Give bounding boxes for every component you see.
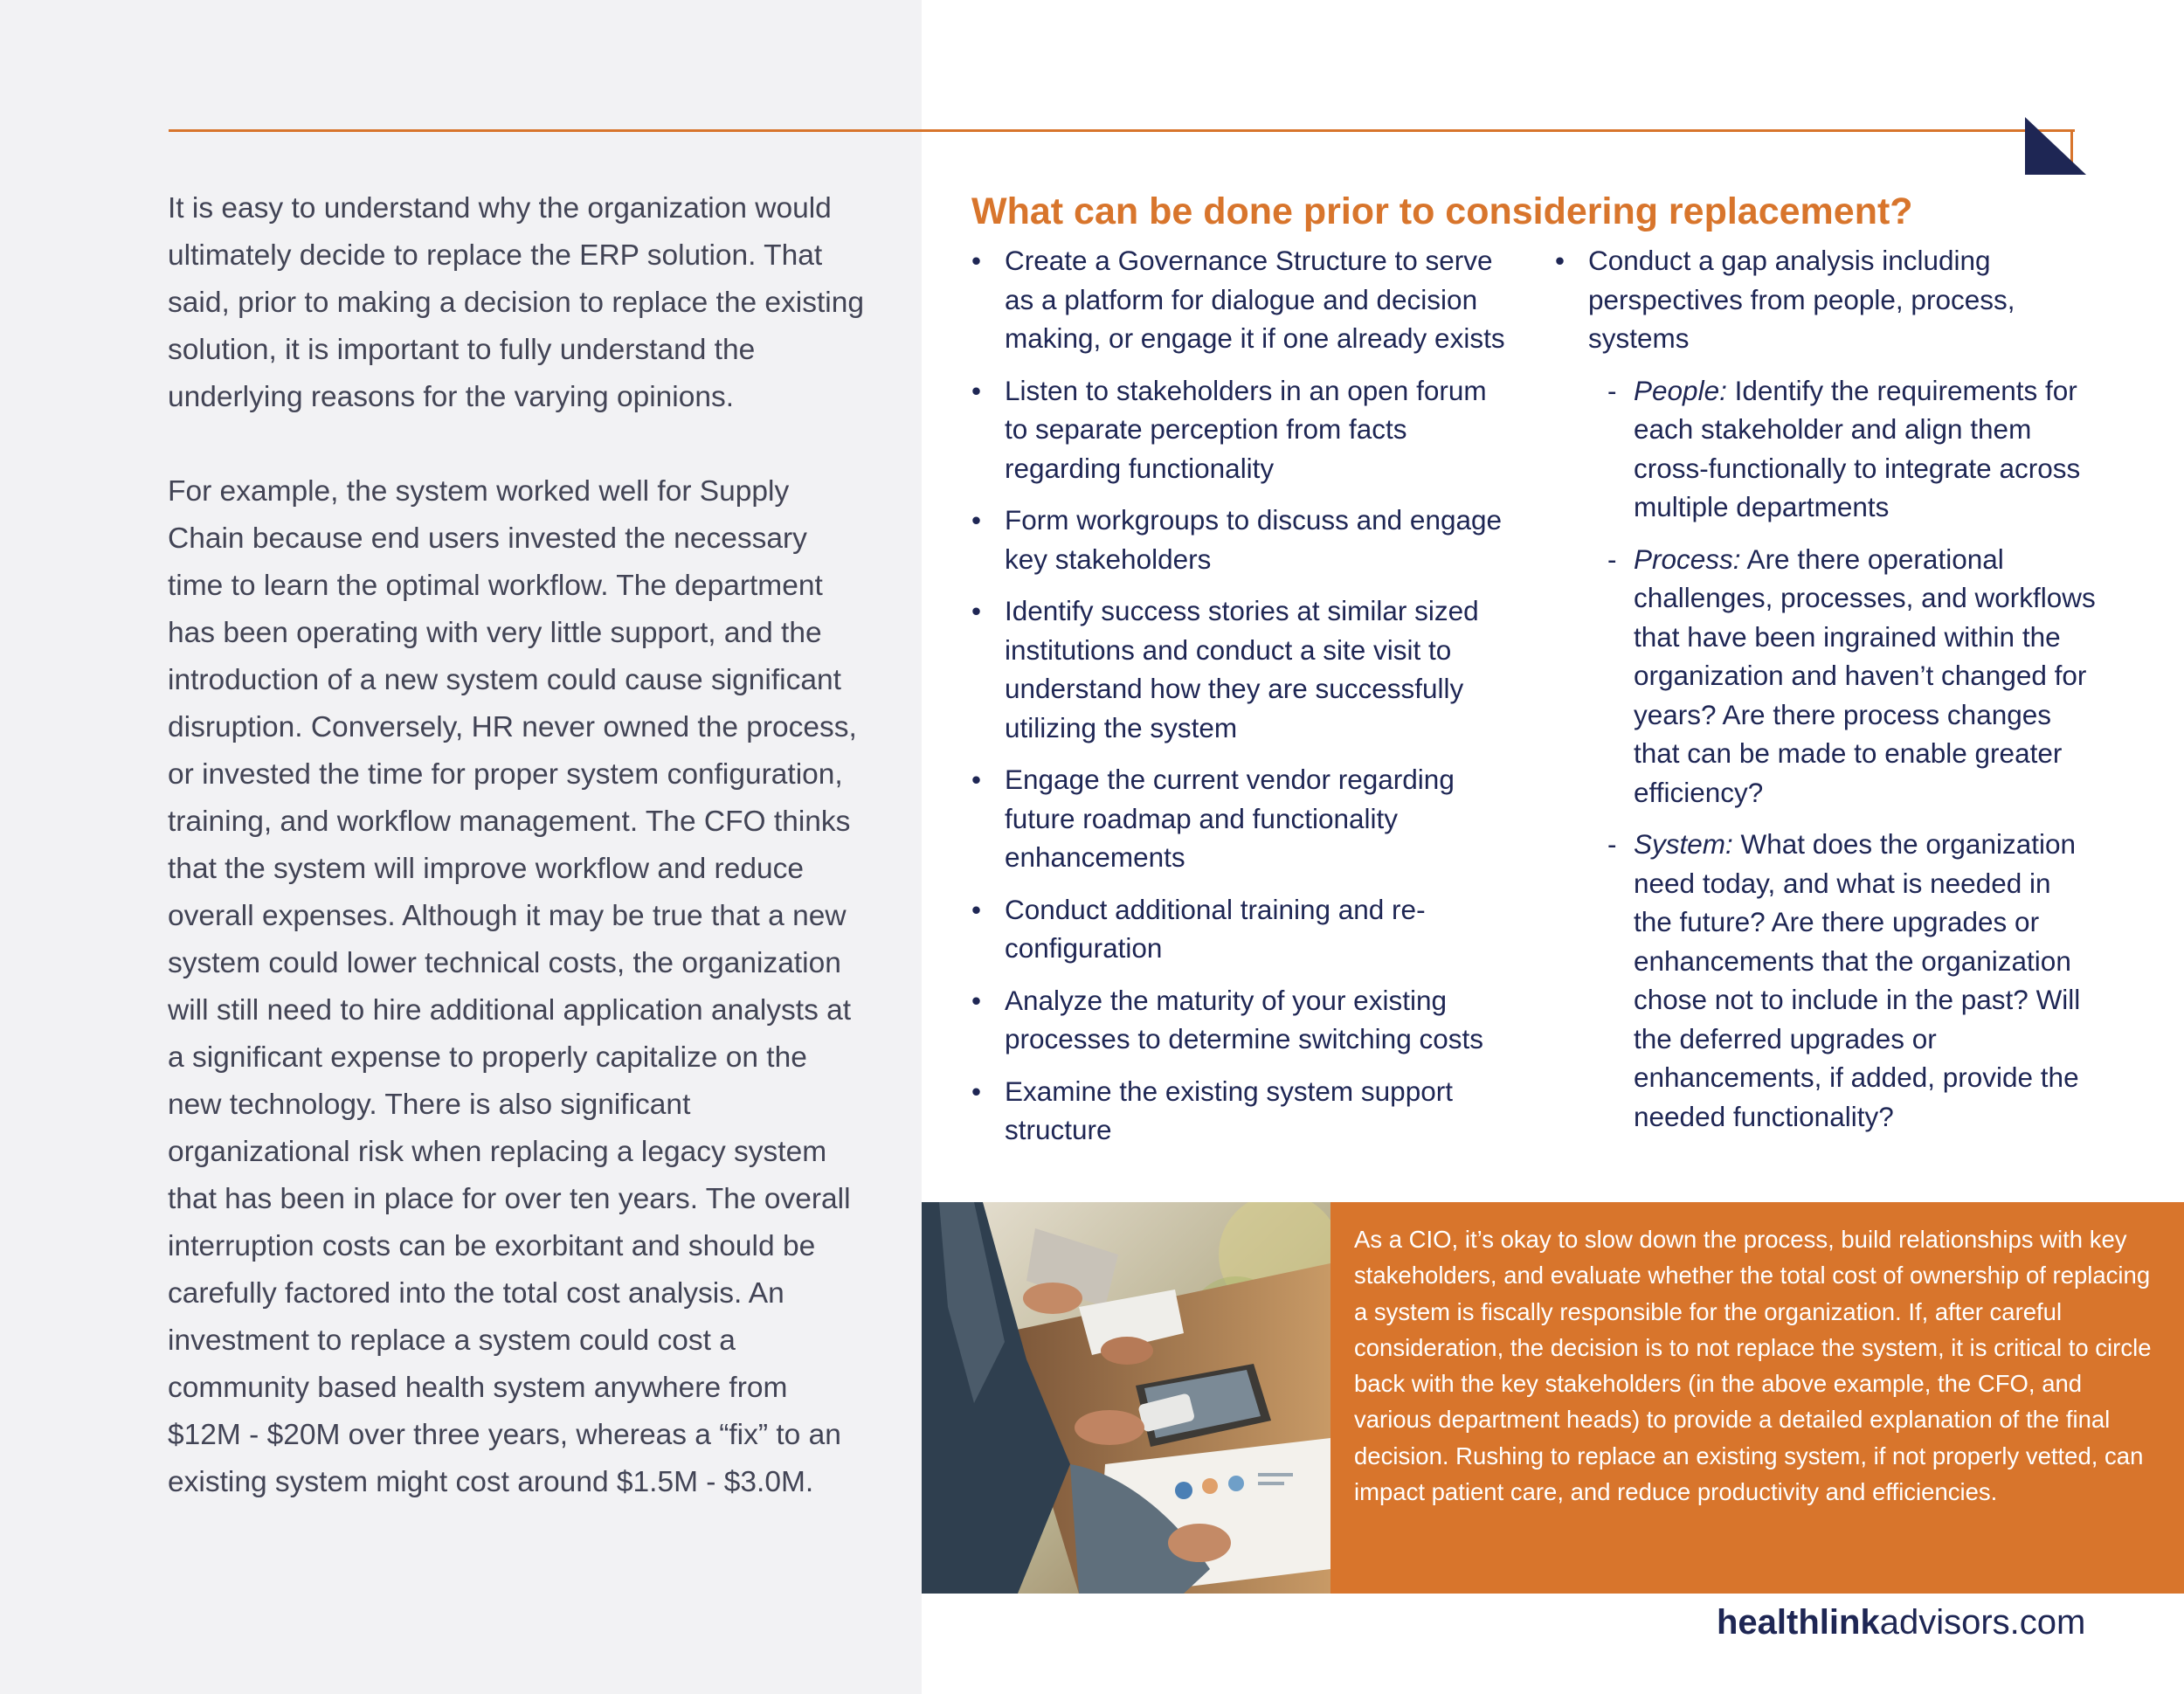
bullet-icon: • [971,595,982,626]
list-item-text: Engage the current vendor regarding future roadmap and functionality enhancements [1005,764,1455,873]
sub-list-item [1555,371,2097,527]
bullet-icon: • [971,504,982,536]
bullet-icon: • [971,1075,982,1107]
footer-brand-bold: healthlink [1717,1603,1880,1642]
sub-item-text: Identify the requirements for each stakeholder and align them cross-functionally to integrate across multiple departments [1634,374,2081,522]
list-item-text: Identify success stories at similar sized institutions and conduct a site visit to understand how they are successfully utilizing the system [1005,595,1479,743]
sub-item-label: System: [1634,828,1733,860]
list-item [971,760,1513,877]
left-paragraph-1: It is easy to understand why the organization would ultimately decide to replace the ERP solution. That said, prior to making a decision to replace the existing solution, it is important to fully understand the underlying reasons for the varying opinions. [168,192,864,413]
sub-list-item [1555,825,2097,1136]
section-heading: What can be done prior to considering replacement? [971,190,1913,232]
list-item [971,241,1513,358]
bullet-icon: • [971,984,982,1016]
list-item-text: Examine the existing system support structure [1005,1075,1453,1145]
bullet-icon: • [971,764,982,795]
dash-icon: - [1607,543,1617,575]
callout-text: As a CIO, it’s okay to slow down the process, build relationships with key stakeholders, and evaluate whether the total cost of ownership of replacing a system is fiscally responsible for the organization. If, after careful consideration, the decision is to not replace the system, it is critical to circle back with the key stakeholders (in the above example, the CFO, and various department heads) to provide a detailed explanation of the final decision. Rushing to replace an existing system, if not properly vetted, can impact patient care, and reduce productivity and efficiencies. [1354,1226,2152,1506]
list-item [971,371,1513,488]
list-item-text: Analyze the maturity of your existing processes to determine switching costs [1005,984,1483,1054]
list-item [971,890,1513,968]
bullet-icon: • [1555,245,1565,276]
corner-triangle-icon [2025,117,2086,178]
footer-brand[interactable] [1717,1603,2085,1642]
list-item-text: Listen to stakeholders in an open forum to separate perception from facts regarding functionality [1005,374,1487,484]
left-paragraph-2: For example, the system worked well for Supply Chain because end users invested the necessary time to learn the optimal workflow. The department has been operating with very little support, and the introduction of a new system could cause significant disruption. Conversely, HR never owned the process, or invested the time for proper system configuration, training, and workflow management. The CFO thinks that the system will improve workflow and reduce overall expenses. Although it may be true that a new system could lower technical costs, the organization will still need to hire additional application analysts at a significant expense to properly capitalize on the new technology. There is also significant organizational risk when replacing a legacy system that has been in place for over ten years. The overall interruption costs can be exorbitant and should be carefully factored into the total cost analysis. An investment to replace a system could cost a community based health system anywhere from $12M - $20M over three years, whereas a “fix” to an existing system might cost around $1.5M - $3.0M. [168,475,857,1498]
bullet-column-2 [1555,241,2097,1149]
list-item [971,591,1513,747]
list-item [971,1072,1513,1150]
sub-item-text: What does the organization need today, and what is needed in the future? Are there upgrades or enhancements that the organization chose not to include in the past? Will the deferred upgrades or enhancements, if added, provide the needed functionality? [1634,828,2081,1132]
list-item [971,981,1513,1059]
list-item [1555,241,2097,358]
list-item-text: Conduct additional training and re-configuration [1005,893,1426,964]
list-item-text: Create a Governance Structure to serve as a platform for dialogue and decision making, or engage it if one already exists [1005,245,1505,354]
sub-item-text: Are there operational challenges, processes, and workflows that have been ingrained within the organization and haven’t changed for years? Are there process changes that can be made to enable greater efficiency? [1634,543,2096,808]
bullet-column-1 [971,241,1513,1163]
sub-item-label: Process: [1634,543,1741,575]
list-item-text: Form workgroups to discuss and engage key stakeholders [1005,504,1503,575]
dash-icon: - [1607,828,1617,860]
bullet-icon: • [971,245,982,276]
bullet-icon: • [971,893,982,925]
left-column [168,185,867,1553]
sub-list-item [1555,540,2097,812]
sub-item-label: People: [1634,374,1727,406]
dash-icon: - [1607,374,1617,406]
meeting-photo [922,1202,1330,1594]
list-item [971,501,1513,578]
footer-brand-rest: advisors.com [1879,1603,2086,1642]
callout-box [1330,1202,2184,1594]
top-rule [169,129,2075,132]
list-item-text: Conduct a gap analysis including perspectives from people, process, systems [1588,245,2015,354]
bullet-icon: • [971,374,982,406]
